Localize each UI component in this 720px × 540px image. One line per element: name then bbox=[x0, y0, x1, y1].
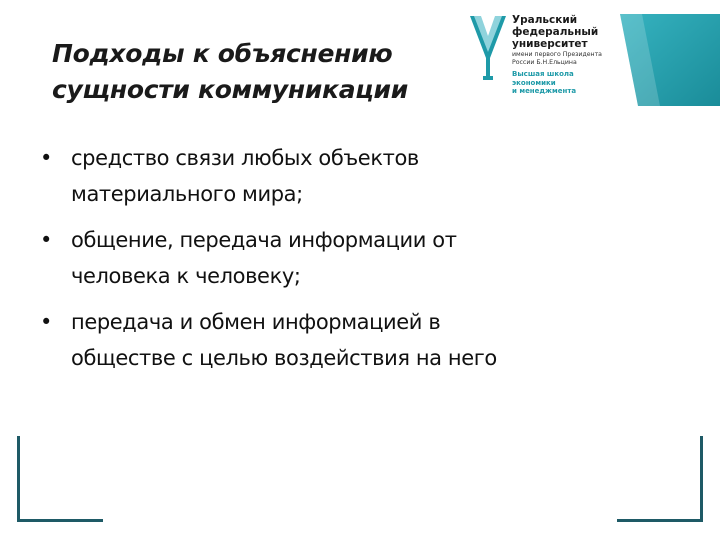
bullet-text-line: общение, передача информации от bbox=[71, 228, 457, 252]
university-name-line: Уральский bbox=[512, 14, 578, 26]
bullet-text-line: передача и обмен информацией в bbox=[71, 310, 441, 334]
corner-bracket-bottom-right-horizontal bbox=[617, 519, 703, 522]
bullet-list bbox=[40, 140, 680, 386]
bullet-marker: • bbox=[40, 228, 52, 252]
urfu-logo-icon bbox=[468, 14, 508, 84]
university-subtitle-line: России Б.Н.Ельцина bbox=[512, 59, 577, 66]
bullet-text-line: обществе с целью воздействия на него bbox=[71, 346, 497, 370]
bullet-item bbox=[40, 304, 680, 376]
bullet-text-line: материального мира; bbox=[71, 182, 303, 206]
bullet-item bbox=[40, 222, 680, 294]
school-name-line: экономики bbox=[512, 78, 556, 87]
bullet-marker: • bbox=[40, 310, 52, 334]
corner-bracket-bottom-left-vertical bbox=[17, 436, 20, 522]
school-name-line: Высшая школа bbox=[512, 70, 574, 78]
teal-accent-shape bbox=[620, 14, 720, 106]
university-subtitle-line: имени первого Президента bbox=[512, 51, 602, 58]
university-name-line: федеральный bbox=[512, 26, 599, 38]
bullet-text-line: средство связи любых объектов bbox=[71, 146, 419, 170]
slide-title bbox=[52, 36, 472, 108]
slide-title-line: сущности коммуникации bbox=[52, 75, 408, 104]
corner-bracket-bottom-left-horizontal bbox=[17, 519, 103, 522]
slide-title-line: Подходы к объяснению bbox=[52, 39, 393, 68]
school-name-line: и менеджмента bbox=[512, 87, 577, 95]
bullet-text-line: человека к человеку; bbox=[71, 264, 301, 288]
logo-text bbox=[512, 14, 622, 96]
bullet-item bbox=[40, 140, 680, 212]
corner-bracket-bottom-right-vertical bbox=[700, 436, 703, 522]
university-name-line: университет bbox=[512, 38, 588, 50]
university-logo bbox=[468, 14, 618, 106]
bullet-marker: • bbox=[40, 146, 52, 170]
